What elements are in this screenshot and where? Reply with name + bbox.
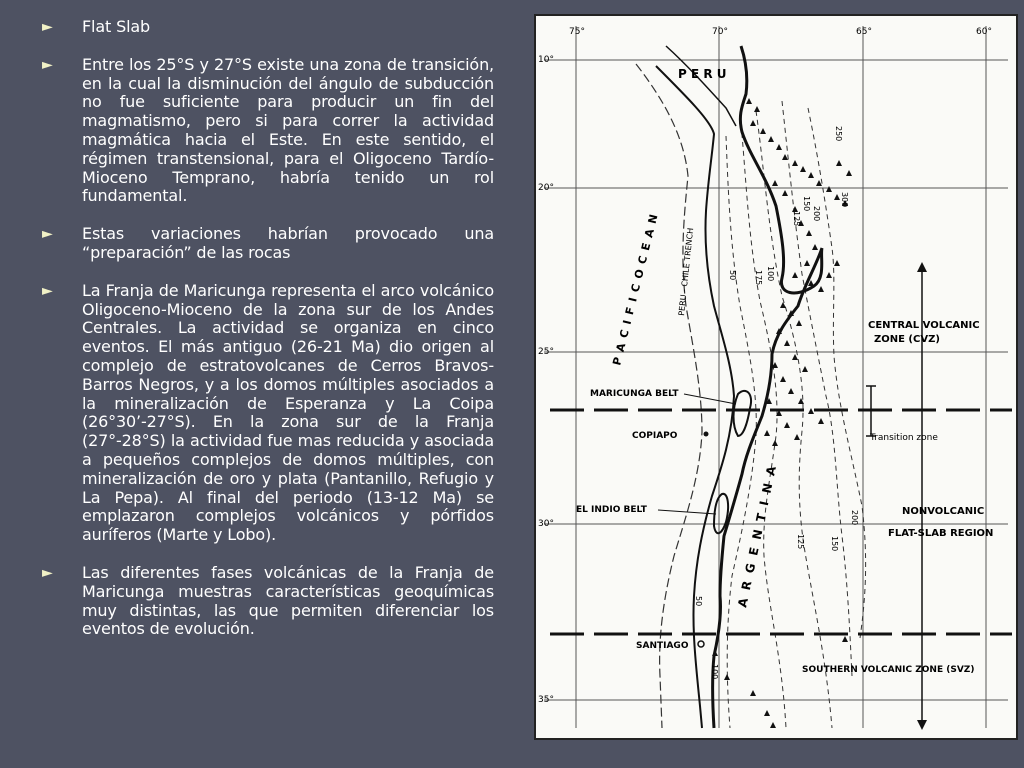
volcanic-front-line <box>713 46 823 728</box>
map-drawing <box>536 16 1016 738</box>
bullet-text: Estas variaciones habrían provocado una “preparación” de las rocas <box>82 224 494 262</box>
ocean-label: P A C I F I C O C E A N <box>610 212 661 367</box>
contour-label: 50 <box>694 596 703 607</box>
bullet-text: Las diferentes fases volcánicas de la Franja de Maricunga muestras características geoquímicas muy distintas, las que permiten diferenciar los eventos de evolución. <box>82 562 494 639</box>
santiago-label: SANTIAGO <box>636 641 689 651</box>
contour-label: 250 <box>834 126 843 142</box>
longitude-label: 70° <box>712 27 728 37</box>
copiapo-city-marker <box>704 432 709 437</box>
bullet-text: Entre los 25°S y 27°S existe una zona de transición, en la cual la disminución del ángulo de subducción no fue suficiente para producir un fin del magmatismo, pero si para correr la actividad magmática hacia el Este. En este sentido, el régimen transtensional, para el Oligoceno Tardío-Mioceno Temprano, habría tenido un rol fundamental. <box>82 54 494 206</box>
longitude-label: 65° <box>856 27 872 37</box>
cvz-label: ZONE (CVZ) <box>874 334 940 345</box>
maricunga-belt-label: MARICUNGA BELT <box>590 389 679 399</box>
contour-label: 125 <box>796 534 805 550</box>
bullet-list <box>42 18 494 658</box>
andes-volcanic-zones-map <box>534 14 1018 740</box>
contour-label: 150 <box>802 196 811 212</box>
contour-label: 200 <box>850 510 859 526</box>
maricunga-belt-outline <box>734 391 752 436</box>
contour-label: 175 <box>754 270 763 286</box>
contour-label: 50 <box>728 270 737 281</box>
bullet-arrow-icon: ► <box>42 56 53 73</box>
bullet-arrow-icon: ► <box>42 282 53 299</box>
bullet-item <box>42 282 494 545</box>
latitude-label: 10° <box>538 55 554 65</box>
map-grid <box>544 26 1008 728</box>
transition-zone-label: Transition zone <box>870 433 938 443</box>
zone-boundaries <box>550 410 1012 634</box>
latitude-label: 25° <box>538 347 554 357</box>
longitude-label: 75° <box>569 27 585 37</box>
bullet-text: Flat Slab <box>82 17 151 36</box>
bullet-text: La Franja de Maricunga representa el arco volcánico Oligoceno-Mioceno de la zona sur de los Andes Centrales. La actividad se organiza en cinco eventos. El más antiguo (26-21 Ma) dio origen al complejo de estratovolcanes de Cerros Bravos-Barros Negros, y a los domos múltiples asociados a la mineralización de Esperanza y La Coipa (26°30’-27°S). En la zona sur de la Franja (27°-28°S) la actividad fue mas reducida y asociada a pequeños complejos de domos múltiples, con mineralización de oro y plata (Pantanillo, Refugio y La Pepa). Al final del periodo (13-12 Ma) se emplazaron complejos volcánicos y pórfidos auríferos (Marte y Lobo). <box>82 280 494 545</box>
nonvolcanic-label: FLAT-SLAB REGION <box>888 528 994 539</box>
contour-label: 200 <box>812 206 821 222</box>
longitude-label: 60° <box>976 27 992 37</box>
bullet-item <box>42 56 494 206</box>
bullet-item <box>42 564 494 639</box>
latitude-label: 30° <box>538 519 554 529</box>
trench-label: PERU - CHILE TRENCH <box>677 227 696 317</box>
el-indio-belt-label: EL INDIO BELT <box>576 505 647 515</box>
peru-label: P E R U <box>678 67 727 81</box>
nonvolcanic-label: NONVOLCANIC <box>902 506 985 517</box>
cvz-label: CENTRAL VOLCANIC <box>868 320 980 331</box>
contour-label: 300 <box>840 192 849 208</box>
contour-label: 150 <box>830 536 839 552</box>
contour-label: 100 <box>766 266 775 282</box>
latitude-label: 35° <box>538 695 554 705</box>
santiago-city-marker <box>698 641 704 647</box>
copiapo-label: COPIAPO <box>632 431 678 441</box>
bullet-item <box>42 18 494 37</box>
bullet-arrow-icon: ► <box>42 564 53 581</box>
argentina-label: A R G E N T I N A <box>735 462 780 609</box>
bullet-arrow-icon: ► <box>42 226 53 243</box>
bullet-arrow-icon: ► <box>42 19 53 35</box>
svz-label: SOUTHERN VOLCANIC ZONE (SVZ) <box>802 665 975 675</box>
bullet-item <box>42 225 494 263</box>
contour-label: 125 <box>792 211 801 227</box>
contour-label: 100 <box>710 664 719 680</box>
latitude-label: 20° <box>538 183 554 193</box>
